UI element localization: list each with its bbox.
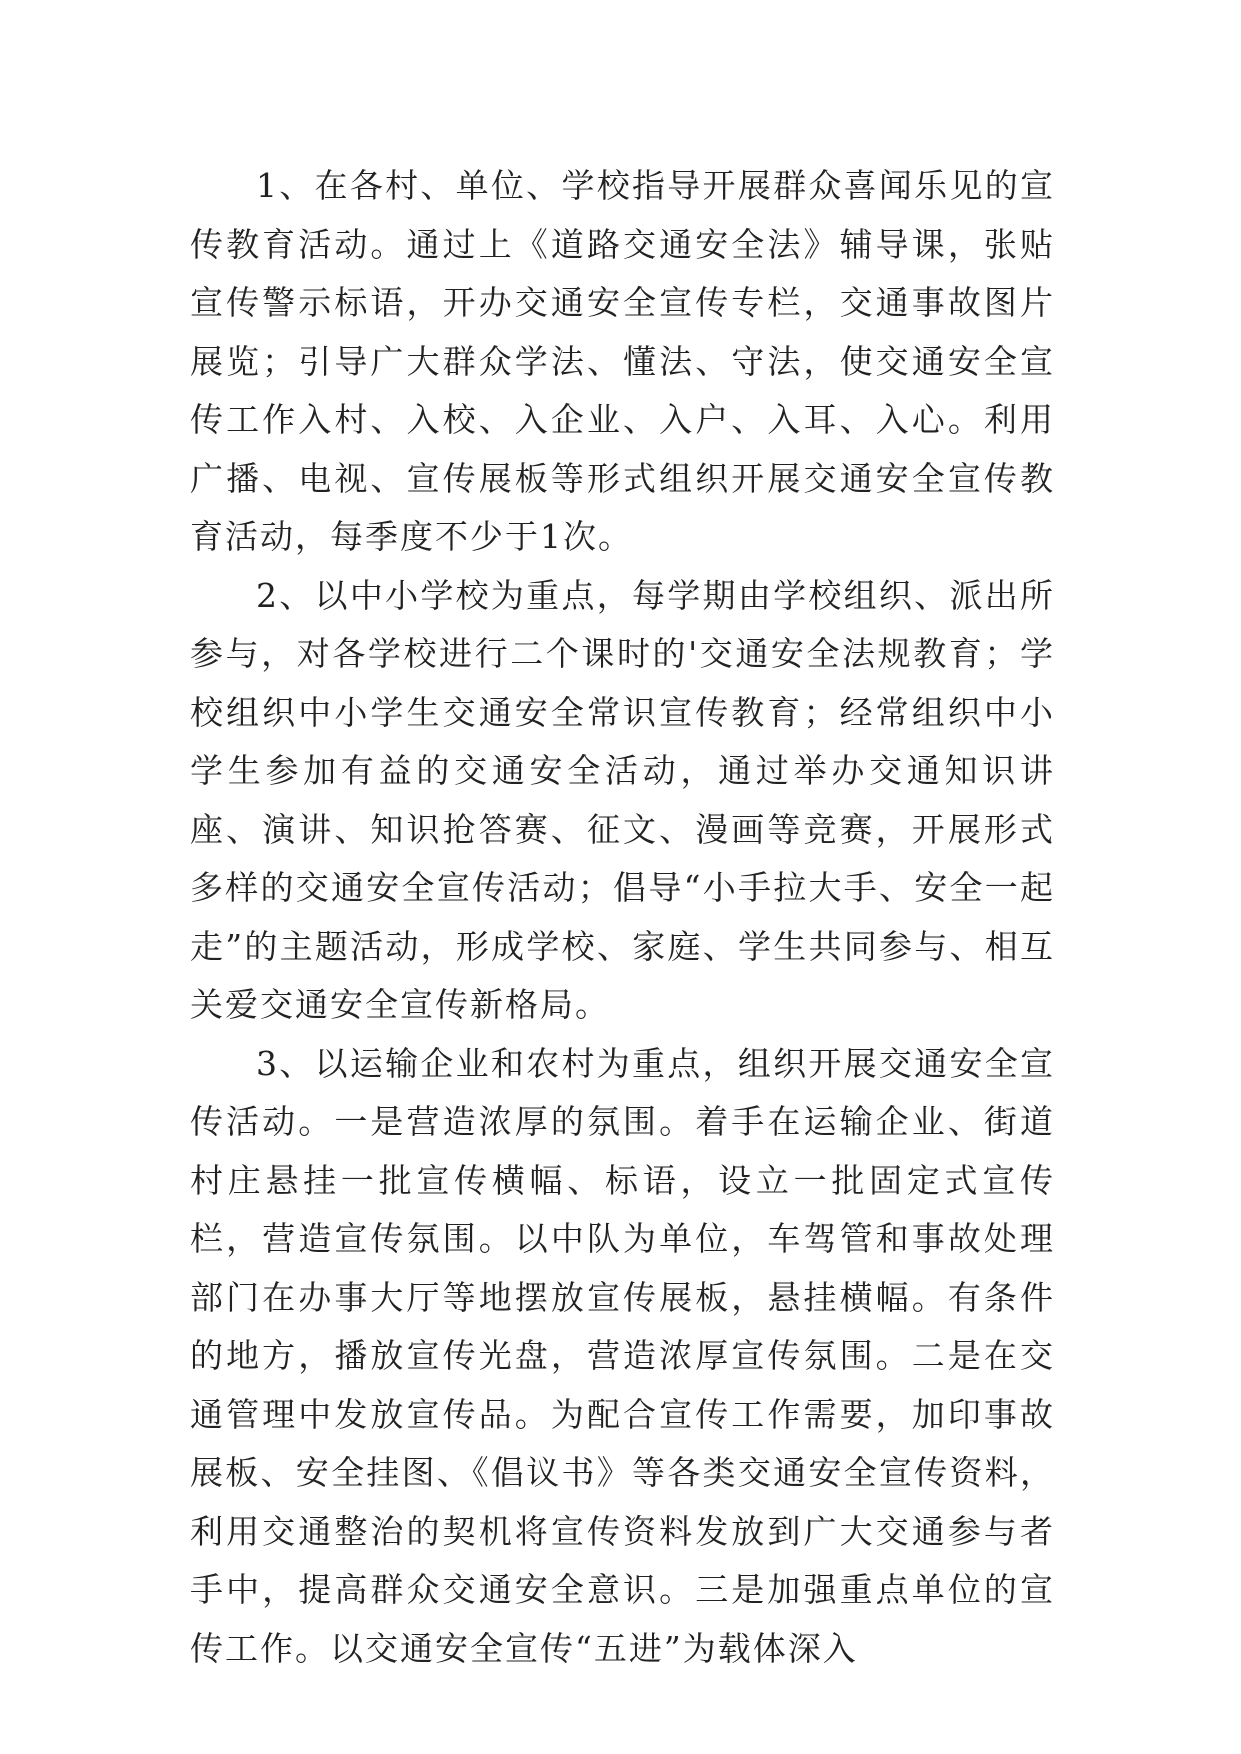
- paragraph-2: 2、以中小学校为重点，每学期由学校组织、派出所参与，对各学校进行二个课时的'交通安全法规教育；学校组织中小学生交通安全常识宣传教育；经常组织中小学生参加有益的交通安全活动，通过举办交通知识讲座、演讲、知识抢答赛、征文、漫画等竞赛，开展形式多样的交通安全宣传活动；倡导“小手拉大手、安全一起走”的主题活动，形成学校、家庭、学生共同参与、相互关爱交通安全宣传新格局。: [190, 575, 1055, 1024]
- document-body: [190, 157, 1055, 1678]
- paragraph-1: 1、在各村、单位、学校指导开展群众喜闻乐见的宣传教育活动。通过上《道路交通安全法》辅导课，张贴宣传警示标语，开办交通安全宣传专栏，交通事故图片展览；引导广大群众学法、懂法、守法，使交通安全宣传工作入村、入校、入企业、入户、入耳、入心。利用广播、电视、宣传展板等形式组织开展交通安全宣传教育活动，每季度不少于1次。: [190, 166, 1055, 556]
- paragraph-3: 3、以运输企业和农村为重点，组织开展交通安全宣传活动。一是营造浓厚的氛围。着手在运输企业、街道村庄悬挂一批宣传横幅、标语，设立一批固定式宣传栏，营造宣传氛围。以中队为单位，车驾管和事故处理部门在办事大厅等地摆放宣传展板，悬挂横幅。有条件的地方，播放宣传光盘，营造浓厚宣传氛围。二是在交通管理中发放宣传品。为配合宣传工作需要，加印事故展板、安全挂图、《倡议书》等各类交通安全宣传资料，利用交通整治的契机将宣传资料发放到广大交通参与者手中，提高群众交通安全意识。三是加强重点单位的宣传工作。以交通安全宣传“五进”为载体深入: [190, 1043, 1055, 1668]
